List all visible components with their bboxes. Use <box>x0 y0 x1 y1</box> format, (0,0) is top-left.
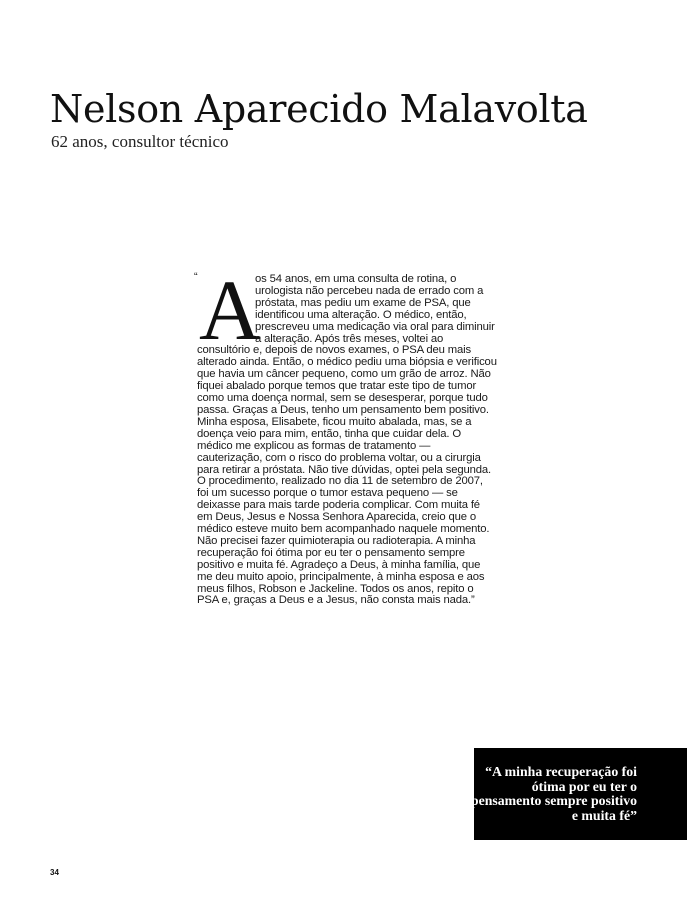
subtitle: 62 anos, consultor técnico <box>51 132 229 151</box>
article-text: os 54 anos, em uma consulta de rotina, o urologista não percebeu nada de errado com a próstata, mas pediu um exame de PSA, que identificou uma alteração. O médico, então, prescreveu uma medicação via oral para diminuir a alteração. Após três meses, voltei ao consultório e, depois de novos exames, o PSA deu mais alterado ainda. Então, o médico pediu uma biópsia e verificou que havia um câncer pequeno, como um grão de arroz. Não fiquei abalado porque temos que tratar este tipo de tumor como uma doença normal, sem se desesperar, porque tudo passa. Graças a Deus, tenho um pensamento bem positivo. Minha esposa, Elisabete, ficou muito abalada, mas, se a doença veio para mim, então, tinha que cuidar dela. O médico me explicou as formas de tratamento — cauterização, com o risco do problema voltar, ou a cirurgia para retirar a próstata. Não tive dúvidas, optei pela segunda. O procedimento, realizado no dia 11 de setembro de 2007, foi um sucesso porque o tumor estava pequeno — se deixasse para mais tarde poderia complicar. Com muita fé em Deus, Jesus e Nossa Senhora Aparecida, creio que o médico esteve muito bem acompanhado naquele momento. Não precisei fazer quimioterapia ou radioterapia. A minha recuperação foi ótima por eu ter o pensamento sempre positivo e muita fé. Agradeço a Deus, à minha família, que me deu muito apoio, principalmente, à minha esposa e aos meus filhos, Robson e Jackeline. Todos os anos, repito o PSA e, graças a Deus e a Jesus, não consta mais nada.” <box>197 273 497 607</box>
article-body <box>194 262 497 607</box>
pull-quote-box <box>470 748 687 840</box>
drop-cap-letter: A <box>199 262 261 358</box>
opening-quote-mark: “ <box>194 271 198 283</box>
pull-quote-text: “A minha recuperação foi ótima por eu ter o pensamento sempre positivo e muita fé” <box>470 764 637 823</box>
page-number: 34 <box>50 868 59 877</box>
page-title: Nelson Aparecido Malavolta <box>50 87 588 131</box>
